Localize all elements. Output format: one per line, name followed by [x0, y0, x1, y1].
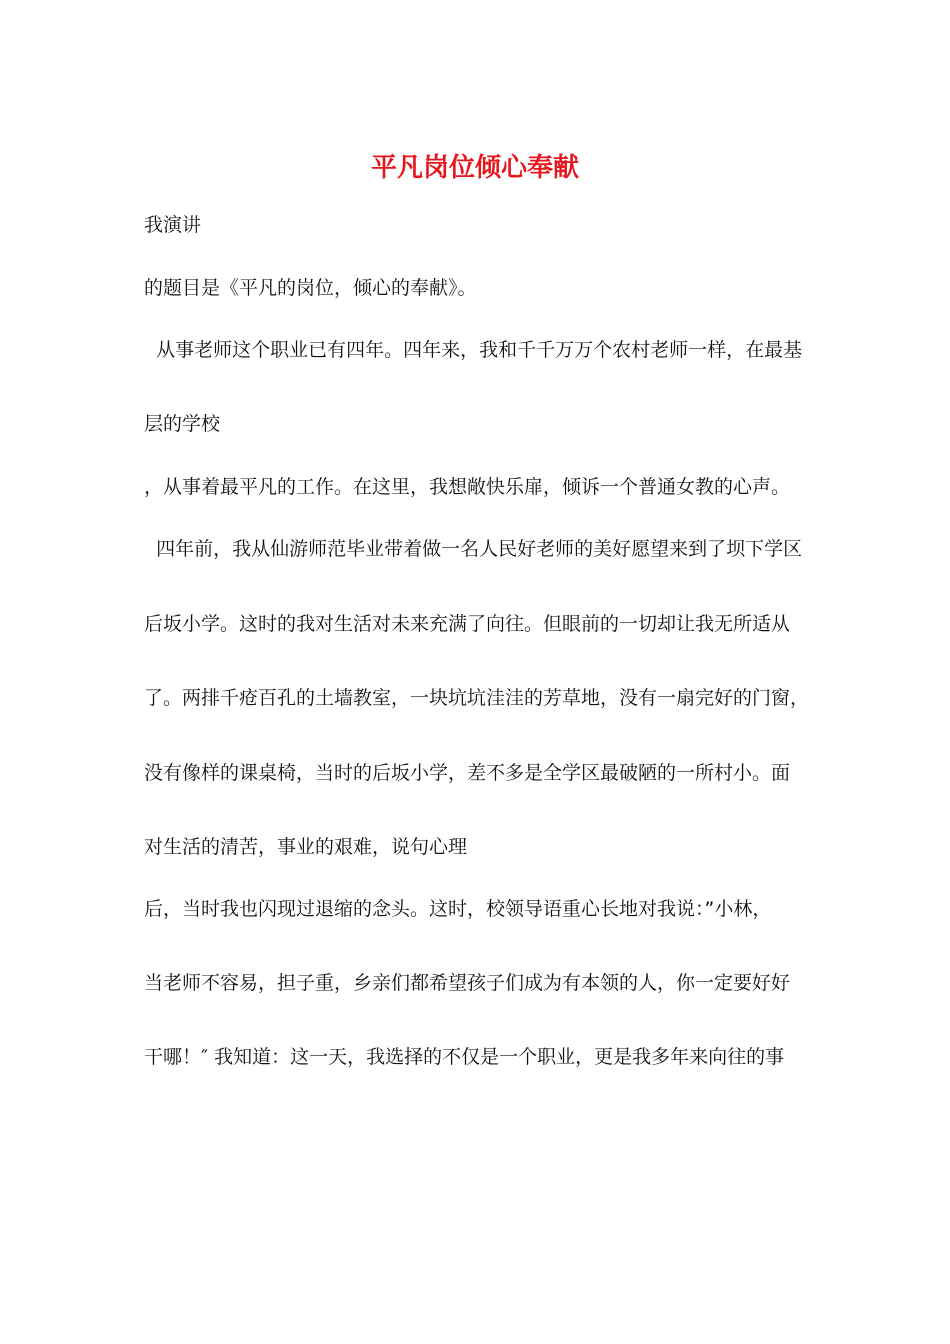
text-line: 后，当时我也闪现过退缩的念头。这时，校领导语重心长地对我说：”小林， [144, 898, 772, 920]
document-title: 平凡岗位倾心奉献 [370, 153, 579, 183]
text-line: 四年前，我从仙游师范毕业带着做一名人民好老师的美好愿望来到了坝下学区 [144, 538, 803, 560]
text-line: 从事老师这个职业已有四年。四年来，我和千千万万个农村老师一样，在最基 [144, 339, 803, 361]
text-line: ，从事着最平凡的工作。在这里，我想敞快乐扉，倾诉一个普通女教的心声。 [144, 476, 791, 498]
text-line: 的题目是《平凡的岗位，倾心的奉献》。 [144, 277, 477, 299]
text-line: 了。两排千疮百孔的土墙教室，一块坑坑洼洼的芳草地，没有一扇完好的门窗， [144, 687, 810, 709]
text-line: 对生活的清苦，事业的艰难，说句心理 [144, 836, 468, 858]
text-line: 层的学校 [144, 413, 221, 435]
text-line: 没有像样的课桌椅，当时的后坂小学，差不多是全学区最破陋的一所村小。面 [144, 762, 791, 784]
text-line: 当老师不容易，担子重，乡亲们都希望孩子们成为有本领的人，你一定要好好 [144, 972, 791, 994]
text-line: 后坂小学。这时的我对生活对未来充满了向往。但眼前的一切却让我无所适从 [144, 613, 791, 635]
text-line: 干哪！″ 我知道：这一天，我选择的不仅是一个职业，更是我多年来向往的事 [144, 1046, 785, 1068]
text-line: 我演讲 [144, 214, 202, 236]
